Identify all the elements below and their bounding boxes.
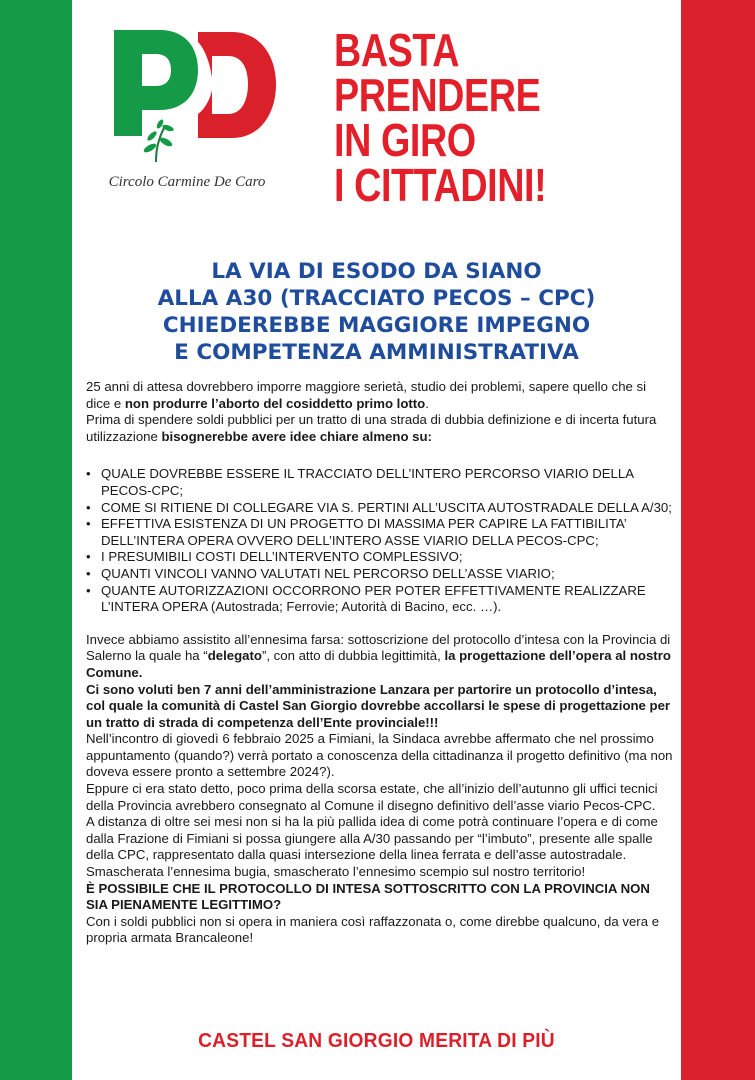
lanzara-paragraph	[86, 682, 673, 732]
text-span: 25 anni di attesa dovrebbero imporre maggiore serietà, studio dei problemi, sapere quello che si dice e	[86, 379, 647, 411]
headline	[334, 24, 629, 211]
subheadline-line: CHIEDEREBBE MAGGIORE IMPEGNO	[162, 313, 591, 338]
domanda-paragraph	[86, 881, 673, 914]
subheadline-line: E COMPETENZA AMMINISTRATIVA	[174, 340, 579, 365]
pd-letters-logo	[92, 18, 282, 178]
bold-span: Ci sono voluti ben 7 anni dell’amministrazione Lanzara per partorire un protocollo d’intesa, col quale la comunità di Castel San Giorgio dovrebbe accollarsi le spese di progettazione per un tratto di strada di competenza dell’Ente provinciale!!!	[86, 681, 671, 730]
text-span: ”, con atto di dubbia legittimità,	[261, 648, 445, 664]
list-item: • I PRESUMIBILI COSTI DELL’INTERVENTO COMPLESSIVO;	[86, 549, 673, 566]
body-text	[86, 379, 673, 947]
footer-slogan: CASTEL SAN GIORGIO MERITA DI PIÙ	[198, 1030, 555, 1052]
green-stripe	[0, 0, 72, 1080]
subheadline-line: ALLA A30 (TRACCIATO PECOS – CPC)	[157, 286, 596, 311]
incontro-paragraph: Nell’incontro di giovedì 6 febbraio 2025 a Fimiani, la Sindaca avrebbe affermato che nel prossimo appuntamento (quando?) verrà portato a conoscenza della cittadinanza il progetto definitivo (ma non doveva essere pronto a settembre 2024?).	[86, 731, 673, 780]
bold-span: bisognerebbe avere idee chiare almeno su:	[161, 428, 432, 444]
red-stripe	[681, 0, 755, 1080]
text-span: Invece abbiamo assistito all’ennesima farsa: sottoscrizione del protocollo d’intesa con la Provincia di Salerno la quale ha “	[86, 631, 671, 664]
text-span: .	[425, 395, 429, 411]
subheadline-line: LA VIA DI ESODO DA SIANO	[211, 259, 542, 284]
bullet-list	[86, 466, 673, 615]
list-item: • EFFETTIVA ESISTENZA DI UN PROGETTO DI MASSIMA PER CAPIRE LA FATTIBILITA’ DELL’INTERA OPERA OVVERO DELL’INTERO ASSE VIARIO DELLA PECOS-CPC;	[86, 516, 673, 549]
headline-line: IN GIRO	[334, 114, 476, 166]
list-item: • QUANTE AUTORIZZAZIONI OCCORRONO PER POTER EFFETTIVAMENTE REALIZZARE L’INTERA OPERA (Autostrada; Ferrovie; Autorità di Bacino, ecc. …).	[86, 583, 673, 616]
list-item: • COME SI RITIENE DI COLLEGARE VIA S. PERTINI ALL’USCITA AUTOSTRADALE DELLA A/30;	[86, 500, 673, 517]
estate-paragraph: Eppure ci era stato detto, poco prima della scorsa estate, che all’inizio dell’autunno gli uffici tecnici della Provincia avrebbero consegnato al Comune il disegno definitivo dell’asse viario Pecos-CPC.	[86, 781, 658, 813]
pd-logo	[92, 18, 282, 196]
headline-line: BASTA	[334, 24, 460, 76]
list-item: • QUANTI VINCOLI VANNO VALUTATI NEL PERCORSO DELL’ASSE VIARIO;	[86, 566, 673, 583]
subheadline	[72, 258, 681, 366]
farsa-paragraph	[86, 632, 673, 682]
bold-span: non produrre l’aborto del cosiddetto primo lotto	[124, 395, 426, 411]
bold-span: delegato	[207, 648, 262, 664]
headline-line: PRENDERE	[334, 69, 541, 121]
bugia-paragraph: Smascherata l’ennesima bugia, smascherato l’ennesimo scempio sul nostro territorio!	[86, 864, 586, 880]
distanza-paragraph: A distanza di oltre sei mesi non si ha la più pallida idea di come potrà continuare l’opera e di come dalla Frazione di Fimiani si possa giungere alla A/30 passando per “l’imbuto”, presente alle spalle della CPC, rappresentato dalla quasi intersezione della linea ferrata e dell’asse autostradale.	[86, 814, 658, 863]
bold-span: la progettazione dell’opera al nostro Comune.	[86, 648, 671, 680]
bold-span: È POSSIBILE CHE IL PROTOCOLLO DI INTESA SOTTOSCRITTO CON LA PROVINCIA NON SIA PIENAMENTE LEGITTIMO?	[86, 880, 650, 913]
intro-paragraph	[86, 412, 673, 445]
chiusura-paragraph: Con i soldi pubblici non si opera in maniera così raffazzonata o, come direbbe qualcuno, da vera e propria armata Brancaleone!	[86, 913, 660, 946]
flyer-page	[72, 0, 681, 1080]
list-item: • QUALE DOVREBBE ESSERE IL TRACCIATO DELL’INTERO PERCORSO VIARIO DELLA PECOS-CPC;	[86, 466, 673, 499]
text-span: Prima di spendere soldi pubblici per un tratto di una strada di dubbia definizione e di incerta futura utilizzazione	[86, 412, 657, 444]
intro-paragraph	[86, 379, 673, 412]
olive-branch-icon	[136, 118, 176, 164]
headline-line: I CITTADINI!	[334, 159, 547, 211]
circolo-name: Circolo Carmine De Caro	[108, 174, 266, 190]
